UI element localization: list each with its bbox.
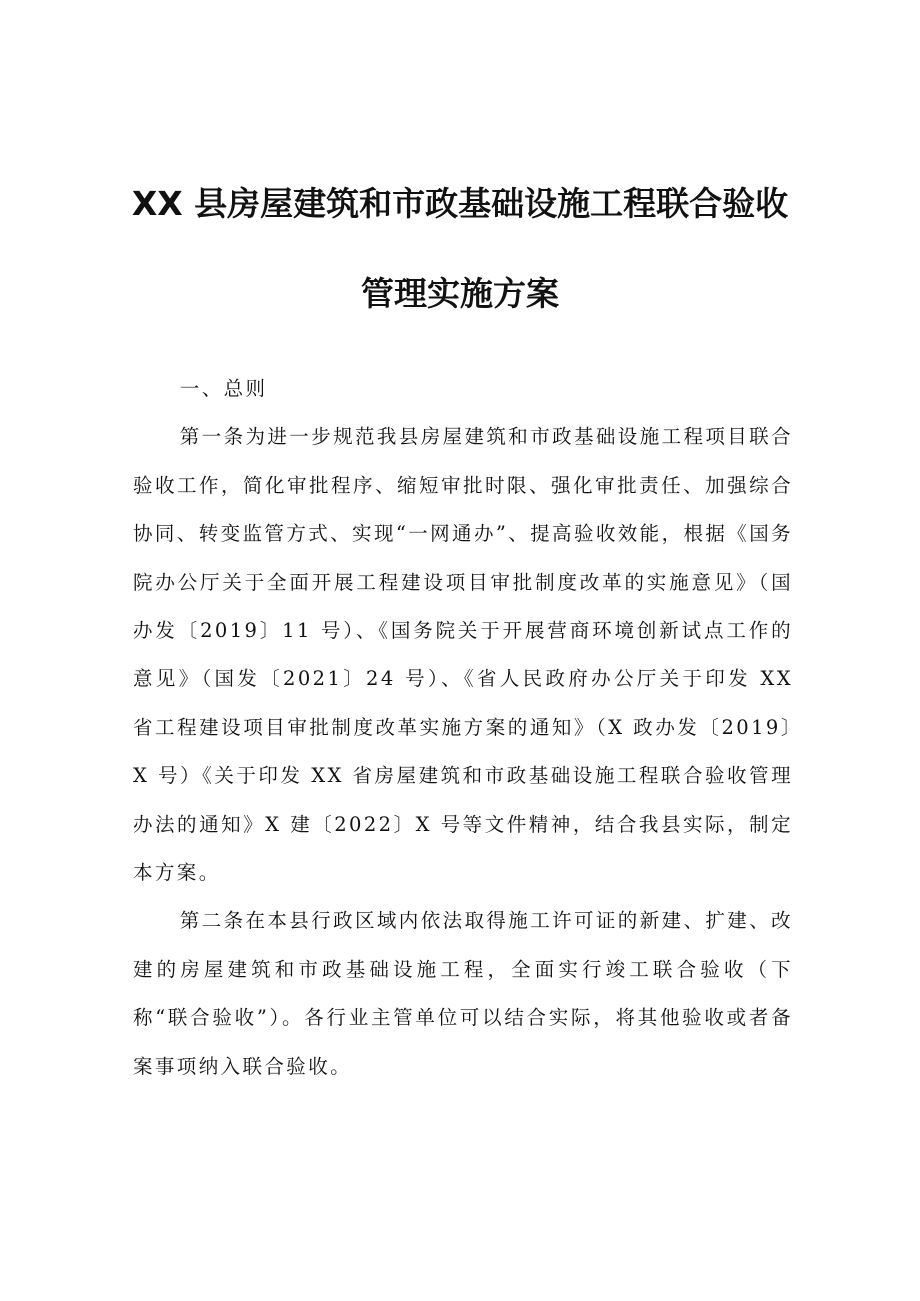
article-2-paragraph: 第二条在本县行政区域内依法取得施工许可证的新建、扩建、改建的房屋建筑和市政基础设施工程，全面实行竣工联合验收（下称“联合验收”）。各行业主管单位可以结合实际，将其他验收或者备案事项纳入联合验收。 xyxy=(133,909,793,1078)
document-title-line-2: 管理实施方案 xyxy=(361,274,559,313)
section-heading-general: 一、总则 xyxy=(179,377,268,400)
document-body xyxy=(133,365,793,1091)
document-title-line-1: XX 县房屋建筑和市政基础设施工程联合验收 xyxy=(131,184,789,223)
article-1-paragraph: 第一条为进一步规范我县房屋建筑和市政基础设施工程项目联合验收工作，简化审批程序、缩短审批时限、强化审批责任、加强综合协同、转变监管方式、实现“一网通办”、提高验收效能，根据《国务院办公厅关于全面开展工程建设项目审批制度改革的实施意见》（国办发〔2019〕11 号）、《国务院关于开展营商环境创新试点工作的意见》（国发〔2021〕24 号）、《省人民政府办公厅关于印发 XX 省工程建设项目审批制度改革实施方案的通知》（X 政办发〔2019〕X 号）《关于印发 XX 省房屋建筑和市政基础设施工程联合验收管理办法的通知》X 建〔2022〕X 号等文件精神，结合我县实际，制定本方案。 xyxy=(133,425,793,885)
